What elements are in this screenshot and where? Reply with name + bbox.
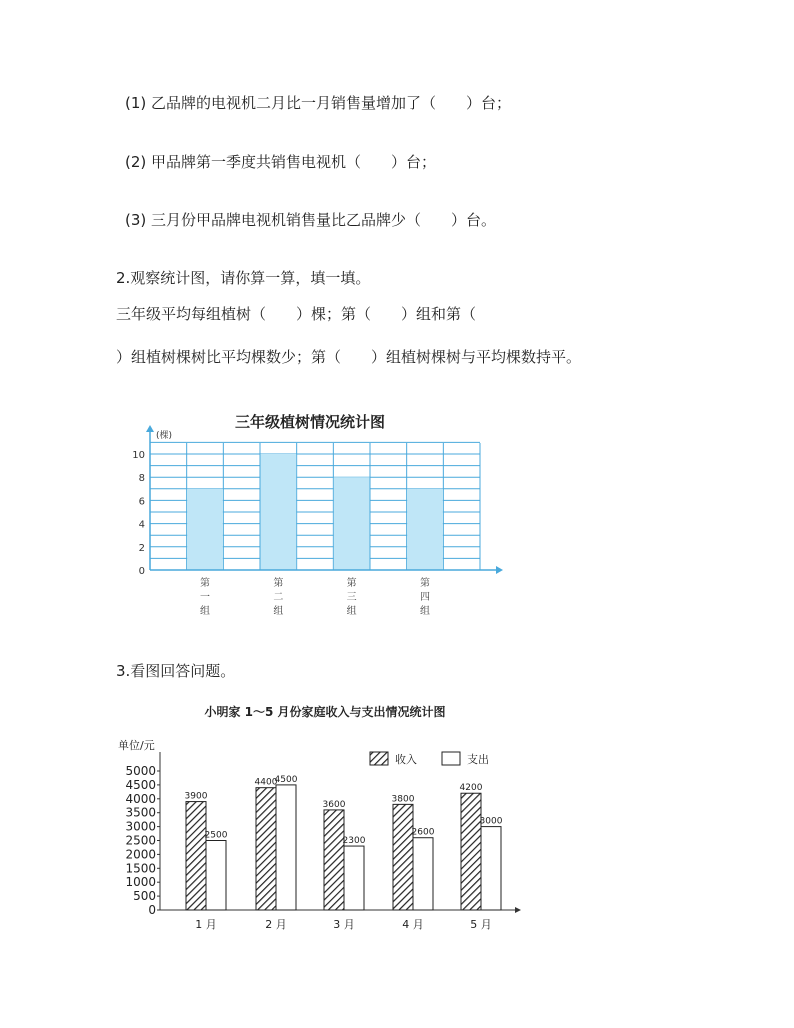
data-label-expense: 2600 — [411, 827, 435, 838]
data-label-income: 3900 — [184, 791, 208, 802]
y-tick-label: 2000 — [125, 847, 156, 862]
x-tick-label: 第 — [420, 578, 430, 589]
x-tick-label: 组 — [273, 606, 284, 617]
y-tick-label: 0 — [138, 566, 145, 577]
x-tick-label: 1 月 — [195, 918, 217, 931]
y-tick-label: 4 — [138, 519, 145, 531]
y-tick-label: 2500 — [125, 833, 156, 848]
y-tick-label: 4000 — [125, 791, 156, 806]
data-label-expense: 2500 — [204, 830, 228, 841]
data-label-expense: 4500 — [274, 774, 298, 785]
q1-item-1: (1) 乙品牌的电视机二月比一月销售量增加了（ ）台； — [125, 94, 512, 112]
y-axis-label: 单位/元 — [118, 739, 155, 752]
x-tick-label: 一 — [200, 592, 210, 603]
y-tick-label: 0 — [148, 903, 156, 917]
bar-expense — [481, 827, 501, 910]
tree-chart-title: 三年级植树情况统计图 — [234, 413, 385, 431]
x-tick-label: 第 — [200, 578, 210, 589]
bar-expense — [206, 841, 226, 911]
bar-income — [186, 802, 206, 910]
data-label-income: 3800 — [391, 794, 415, 805]
y-tick-label: 10 — [132, 450, 145, 461]
y-tick-label: 8 — [138, 473, 145, 485]
bar-income — [324, 810, 344, 910]
bar-income — [393, 804, 413, 910]
data-label-income: 3600 — [322, 799, 346, 810]
q3-heading: 3.看图回答问题。 — [116, 662, 236, 680]
x-tick-label: 4 月 — [402, 918, 424, 931]
y-tick-label: 4500 — [125, 777, 156, 792]
legend-label-expense: 支出 — [467, 753, 489, 766]
bar-expense — [413, 838, 433, 910]
y-tick-label: 2 — [138, 542, 145, 554]
bar-income — [256, 788, 276, 910]
x-axis-arrow — [515, 907, 521, 913]
bar-income — [461, 793, 481, 910]
y-tick-label: 1000 — [125, 875, 156, 890]
q1-item-2: (2) 甲品牌第一季度共销售电视机（ ）台； — [125, 153, 437, 171]
legend-swatch-income — [370, 752, 388, 765]
x-tick-label: 5 月 — [470, 918, 492, 931]
x-tick-label: 第 — [346, 578, 357, 589]
y-tick-label: 3000 — [125, 819, 156, 834]
data-label-expense: 3000 — [479, 816, 503, 827]
x-tick-label: 组 — [420, 606, 430, 617]
x-tick-label: 组 — [200, 606, 210, 617]
y-axis-label: (棵) — [156, 431, 173, 441]
data-label-income: 4400 — [254, 777, 278, 788]
x-tick-label: 四 — [420, 592, 430, 603]
data-label-expense: 2300 — [342, 836, 366, 847]
legend-label-income: 收入 — [395, 753, 417, 766]
y-tick-label: 6 — [138, 496, 145, 508]
income-chart-title: 小明家 1～5 月份家庭收入与支出情况统计图 — [204, 705, 446, 719]
x-tick-label: 组 — [346, 606, 357, 617]
bar-expense — [276, 785, 296, 910]
x-tick-label: 三 — [346, 592, 357, 603]
bar-expense — [344, 846, 364, 910]
y-tick-label: 3500 — [125, 805, 156, 820]
x-tick-label: 第 — [273, 578, 284, 589]
data-label-income: 4200 — [459, 783, 483, 794]
q1-item-3: (3) 三月份甲品牌电视机销售量比乙品牌少（ ）台。 — [125, 211, 497, 229]
q2-line-1: 三年级平均每组植树（ ）棵；第（ ）组和第（ — [116, 305, 477, 323]
x-tick-label: 3 月 — [333, 918, 355, 931]
q2-line-2: ）组植树棵树比平均棵数少；第（ ）组植树棵树与平均棵数持平。 — [116, 348, 582, 366]
y-tick-label: 500 — [133, 889, 156, 904]
q2-heading: 2.观察统计图，请你算一算，填一填。 — [116, 269, 371, 287]
y-tick-label: 1500 — [125, 861, 156, 876]
y-tick-label: 5000 — [125, 764, 156, 778]
x-tick-label: 二 — [273, 592, 284, 603]
legend-swatch-expense — [442, 752, 460, 765]
x-tick-label: 2 月 — [265, 918, 287, 931]
